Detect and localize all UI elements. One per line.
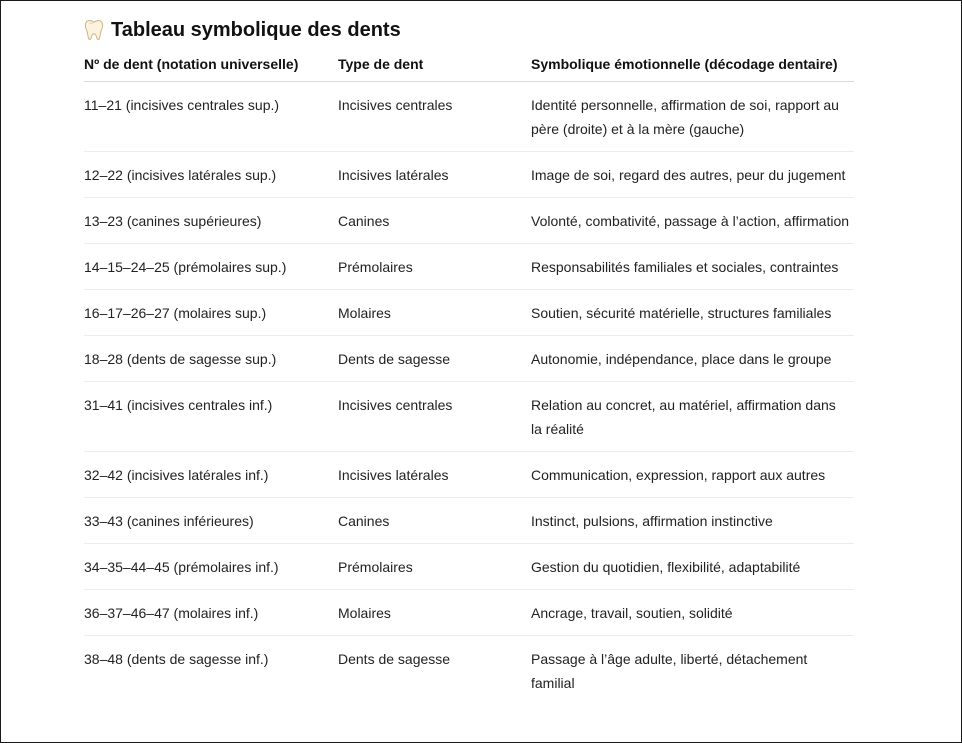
cell-tooth-type: Prémolaires — [338, 544, 531, 590]
table-row — [84, 198, 854, 244]
table-row — [84, 544, 854, 590]
table-row — [84, 82, 854, 152]
table-row — [84, 244, 854, 290]
tooth-icon — [84, 19, 104, 41]
column-header-symbolism: Symbolique émotionnelle (décodage dentaire) — [531, 47, 854, 82]
table-row — [84, 636, 854, 706]
cell-tooth-number: 11–21 (incisives centrales sup.) — [84, 82, 338, 152]
column-header-number: Nº de dent (notation universelle) — [84, 47, 338, 82]
table-body — [84, 82, 854, 706]
table-row — [84, 336, 854, 382]
cell-tooth-number: 36–37–46–47 (molaires inf.) — [84, 590, 338, 636]
cell-tooth-number: 16–17–26–27 (molaires sup.) — [84, 290, 338, 336]
cell-symbolism: Responsabilités familiales et sociales, contraintes — [531, 244, 854, 290]
cell-tooth-type: Incisives latérales — [338, 452, 531, 498]
cell-tooth-number: 32–42 (incisives latérales inf.) — [84, 452, 338, 498]
cell-symbolism: Image de soi, regard des autres, peur du jugement — [531, 152, 854, 198]
table-row — [84, 152, 854, 198]
cell-symbolism: Passage à l’âge adulte, liberté, détachement familial — [531, 651, 808, 691]
cell-tooth-number: 34–35–44–45 (prémolaires inf.) — [84, 544, 338, 590]
cell-tooth-number: 38–48 (dents de sagesse inf.) — [84, 651, 269, 667]
cell-tooth-type: Incisives centrales — [338, 82, 531, 152]
cell-tooth-type: Molaires — [338, 590, 531, 636]
table-row — [84, 290, 854, 336]
title-text: Tableau symbolique des dents — [111, 18, 401, 41]
cell-tooth-number: 12–22 (incisives latérales sup.) — [84, 152, 338, 198]
table-row — [84, 382, 854, 452]
cell-tooth-type: Canines — [338, 198, 531, 244]
cell-symbolism: Gestion du quotidien, flexibilité, adaptabilité — [531, 544, 854, 590]
cell-symbolism: Soutien, sécurité matérielle, structures familiales — [531, 290, 854, 336]
cell-symbolism: Relation au concret, au matériel, affirmation dans la réalité — [531, 382, 854, 452]
cell-tooth-number: 18–28 (dents de sagesse sup.) — [84, 336, 338, 382]
table-header-row — [84, 47, 854, 82]
column-header-type: Type de dent — [338, 47, 531, 82]
cell-tooth-type: Incisives latérales — [338, 152, 531, 198]
cell-symbolism: Communication, expression, rapport aux autres — [531, 452, 854, 498]
table-row — [84, 498, 854, 544]
cell-symbolism: Volonté, combativité, passage à l’action, affirmation — [531, 198, 854, 244]
teeth-table — [84, 47, 854, 705]
cell-tooth-number: 13–23 (canines supérieures) — [84, 198, 338, 244]
cell-symbolism: Identité personnelle, affirmation de soi, rapport au père (droite) et à la mère (gauche) — [531, 82, 854, 152]
cell-symbolism: Ancrage, travail, soutien, solidité — [531, 590, 854, 636]
cell-tooth-type: Prémolaires — [338, 244, 531, 290]
cell-tooth-type: Incisives centrales — [338, 382, 531, 452]
table-row — [84, 452, 854, 498]
table-row — [84, 590, 854, 636]
cell-tooth-number: 33–43 (canines inférieures) — [84, 498, 338, 544]
page-title — [84, 15, 854, 45]
cell-tooth-type: Dents de sagesse — [338, 651, 451, 667]
cell-tooth-number: 31–41 (incisives centrales inf.) — [84, 382, 338, 452]
cell-tooth-type: Molaires — [338, 290, 531, 336]
cell-symbolism: Instinct, pulsions, affirmation instinctive — [531, 498, 854, 544]
cell-tooth-type: Dents de sagesse — [338, 336, 531, 382]
cell-tooth-type: Canines — [338, 498, 531, 544]
cell-tooth-number: 14–15–24–25 (prémolaires sup.) — [84, 244, 338, 290]
document-content — [84, 15, 854, 705]
cell-symbolism: Autonomie, indépendance, place dans le groupe — [531, 336, 854, 382]
